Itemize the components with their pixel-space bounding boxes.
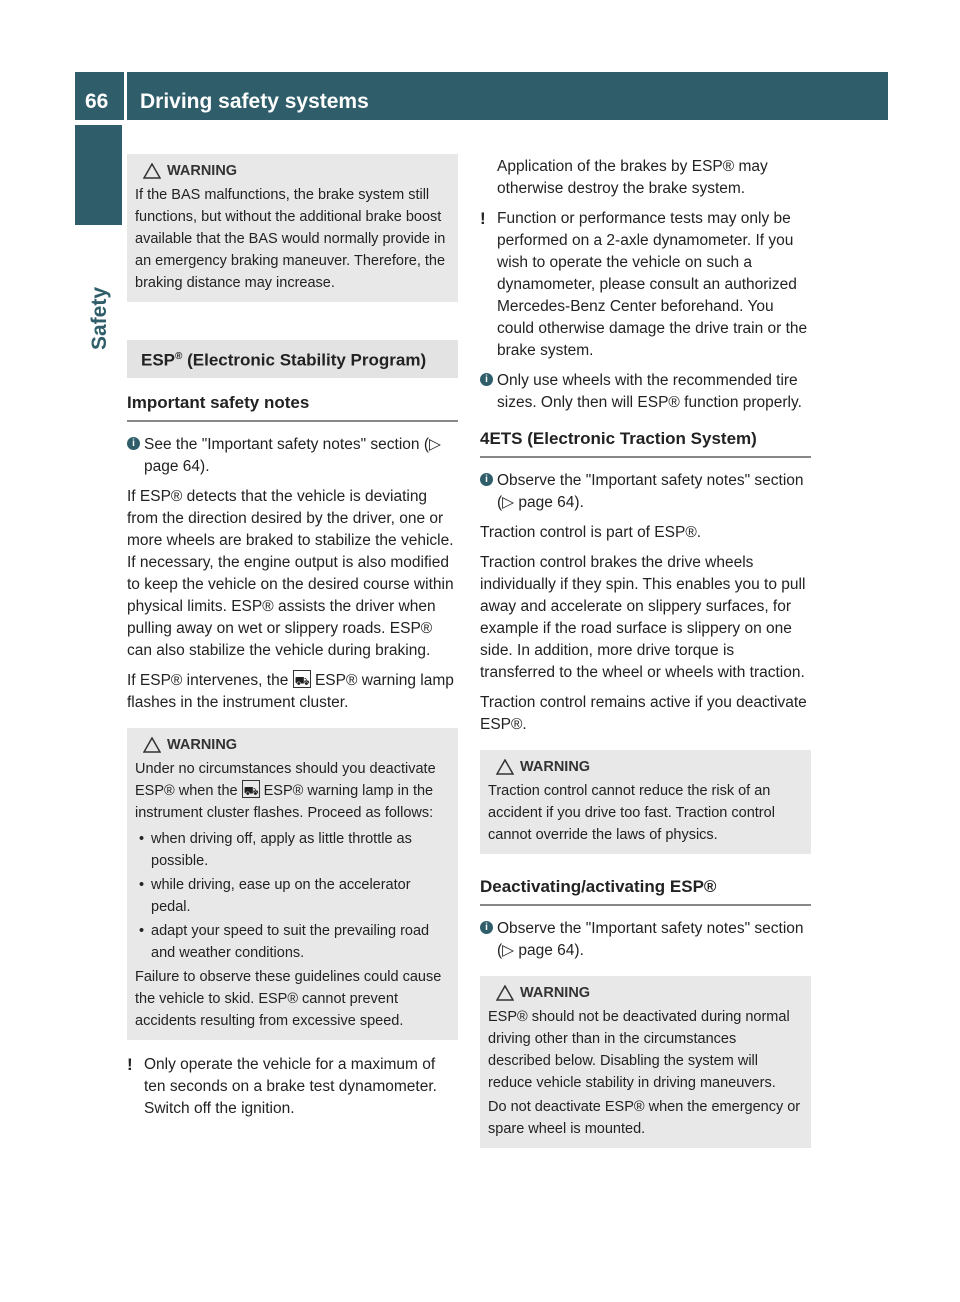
paragraph: Traction control remains active if you deactivate ESP®. — [480, 694, 807, 733]
subheading: 4ETS (Electronic Traction System) — [480, 428, 811, 458]
section-title-suffix: (Electronic Stability Program) — [182, 350, 427, 370]
note-text: Observe the "Important safety notes" section (▷ page 64). — [497, 920, 804, 959]
info-icon: i — [480, 921, 493, 934]
caution-note — [127, 1054, 458, 1120]
paragraph: Traction control is part of ESP®. — [480, 524, 702, 541]
subheading: Deactivating/activating ESP® — [480, 876, 811, 906]
warning-text: Do not deactivate ESP® when the emergency or spare wheel is mounted. — [488, 1099, 801, 1137]
warning-list — [135, 828, 450, 964]
warning-box — [127, 728, 458, 1040]
warning-text-part: ESP® warning lamp in the instrument cluster flashes. Proceed as follows: — [135, 782, 434, 821]
section-title — [127, 340, 458, 378]
warning-box — [127, 154, 458, 302]
warning-label: WARNING — [520, 759, 591, 775]
esp-warning-lamp-icon — [293, 670, 311, 688]
note-text: See the "Important safety notes" section (▷ page 64). — [144, 435, 441, 475]
paragraph — [127, 670, 458, 714]
page-number: 66 — [85, 90, 109, 113]
note-text: Function or performance tests may only be performed on a 2-axle dynamometer. If you wish to operate the vehicle on such a dynamometer, please consult an authorized Mercedes-Benz Center beforehand. You could otherwise damage the drive train or the brake system. — [497, 210, 808, 359]
header-divider — [124, 72, 127, 120]
warning-heading — [496, 756, 803, 778]
warning-heading — [496, 982, 803, 1004]
warning-triangle-icon — [143, 737, 161, 753]
page-header — [75, 72, 888, 120]
note-text: Observe the "Important safety notes" section (▷ page 64). — [497, 472, 804, 511]
warning-text-part: Under no circumstances should you deactivate ESP® when the — [135, 760, 436, 799]
warning-box — [480, 976, 811, 1148]
page-title: Driving safety systems — [140, 90, 369, 113]
list-item: • adapt your speed to suit the prevailing road and weather conditions. — [135, 920, 450, 964]
info-icon: i — [480, 373, 493, 386]
info-icon: i — [127, 437, 140, 450]
note-text: Only use wheels with the recommended tire sizes. Only then will ESP® function properly. — [497, 372, 802, 411]
warning-box — [480, 750, 811, 854]
side-tab — [75, 125, 122, 225]
right-column — [480, 156, 811, 1148]
warning-triangle-icon — [496, 985, 514, 1001]
info-note — [480, 470, 811, 514]
section-title-prefix: ESP — [141, 350, 176, 370]
list-item: • while driving, ease up on the accelerator pedal. — [135, 874, 450, 918]
registered-mark-icon: ® — [175, 351, 183, 362]
section-label: Safety — [88, 286, 111, 350]
paragraph-part: If ESP® intervenes, the — [127, 671, 293, 689]
warning-heading — [143, 160, 450, 182]
note-text: Only operate the vehicle for a maximum of ten seconds on a brake test dynamometer. Switch off the ignition. — [144, 1055, 437, 1117]
exclamation-icon: ! — [127, 1054, 133, 1074]
warning-label: WARNING — [520, 985, 591, 1001]
warning-text: ESP® should not be deactivated during normal driving other than in the circumstances described below. Disabling the system will reduce vehicle stability in driving maneuvers. — [488, 1009, 790, 1091]
info-note — [480, 918, 811, 962]
exclamation-icon: ! — [480, 209, 486, 228]
paragraph: If ESP® detects that the vehicle is deviating from the direction desired by the driver, one or more wheels are braked to stabilize the vehicle. If necessary, the engine output is also modified to keep the vehicle on the desired course within physical limits. ESP® assists the driver when pulling away on wet or slippery roads. ESP® can also stabilize the vehicle during braking. — [127, 487, 454, 659]
warning-triangle-icon — [143, 163, 161, 179]
warning-text: If the BAS malfunctions, the brake system still functions, but without the additional brake boost available that the BAS would normally provide in an emergency braking maneuver. Therefore, the braking distance may increase. — [135, 187, 446, 291]
warning-text — [135, 758, 450, 824]
warning-heading — [143, 734, 450, 756]
paragraph: Traction control brakes the drive wheels individually if they spin. This enables you to pull away and accelerate on slippery surfaces, for example if the road surface is slippery on one side. In addition, more drive torque is transferred to the wheel or wheels with traction. — [480, 554, 806, 681]
paragraph-part: ESP® warning lamp flashes in the instrument cluster. — [127, 671, 454, 711]
left-column — [127, 154, 458, 1128]
subheading: Important safety notes — [127, 392, 458, 422]
info-icon: i — [480, 473, 493, 486]
warning-text: Failure to observe these guidelines could cause the vehicle to skid. ESP® cannot prevent accidents resulting from excessive speed. — [135, 968, 442, 1029]
warning-label: WARNING — [167, 163, 238, 179]
list-item: • when driving off, apply as little throttle as possible. — [135, 828, 450, 872]
warning-triangle-icon — [496, 759, 514, 775]
paragraph: Application of the brakes by ESP® may otherwise destroy the brake system. — [497, 158, 768, 197]
warning-label: WARNING — [167, 736, 238, 753]
caution-note — [480, 208, 811, 362]
info-note — [480, 370, 811, 414]
esp-warning-lamp-icon — [242, 780, 260, 798]
info-note — [127, 434, 458, 478]
warning-text: Traction control cannot reduce the risk of an accident if you drive too fast. Traction control cannot override the laws of physics. — [488, 783, 775, 843]
